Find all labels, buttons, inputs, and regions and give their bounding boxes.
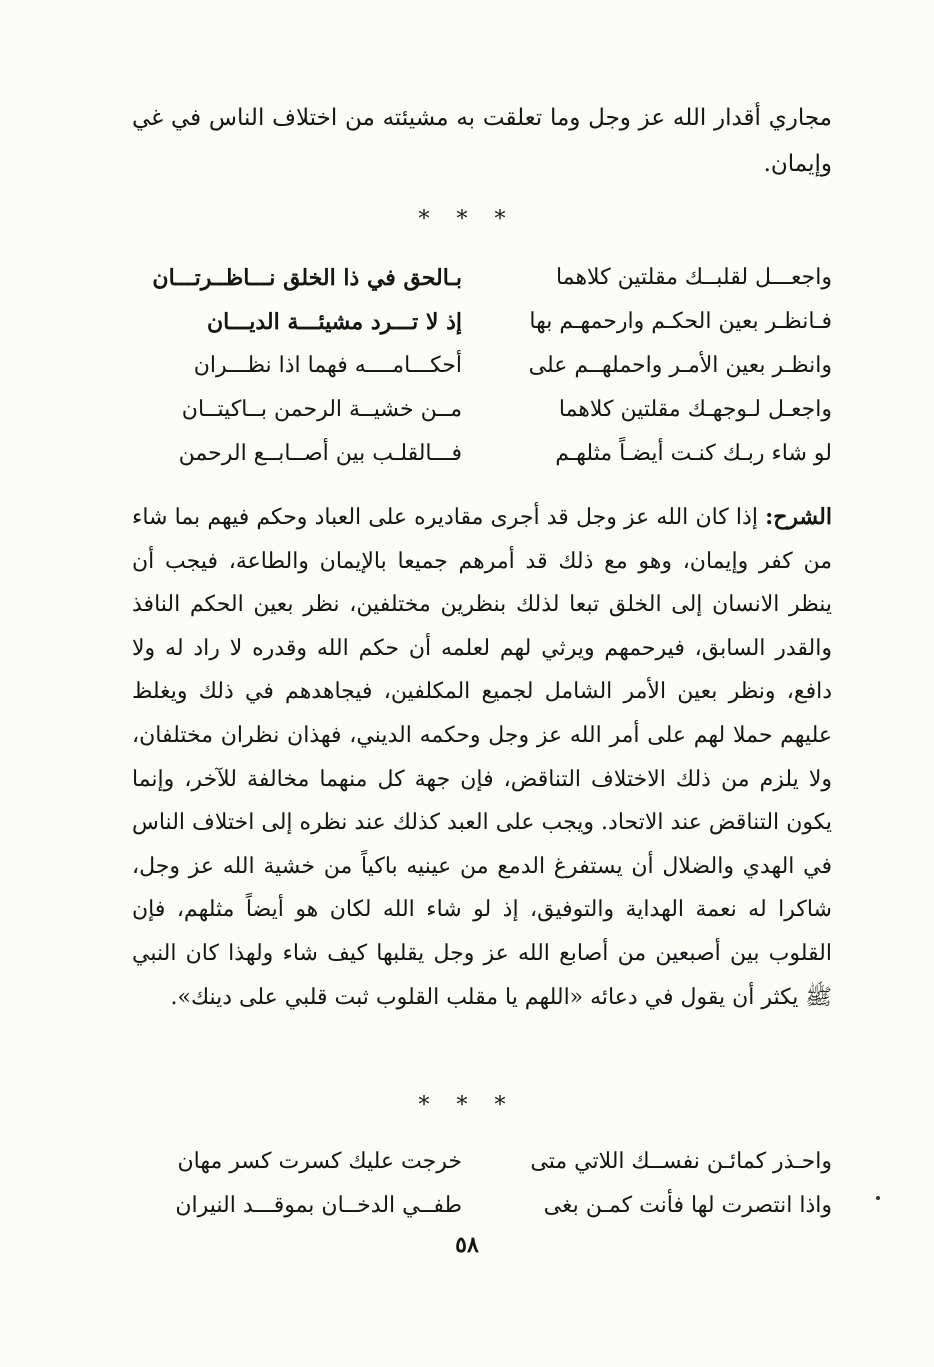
verse-first-hemistich: وانظـر بعين الأمـر واحملهــم على bbox=[528, 353, 832, 378]
poem-block-1 bbox=[132, 256, 832, 476]
verse-second-hemistich: خرجت عليك كسرت كسر مهان bbox=[177, 1149, 462, 1174]
verse-first-hemistich: واجعـل لـوجهـك مقلتين كلاهما bbox=[558, 397, 832, 422]
verse-second-hemistich: إذ لا تـــرد مشيئـــة الديـــان bbox=[207, 309, 462, 335]
section-separator: * * * bbox=[418, 1093, 516, 1118]
poem-verse bbox=[132, 1140, 832, 1184]
commentary-label: الشرح: bbox=[765, 504, 832, 530]
verse-second-hemistich: طفــي الدخــان بموقـــد النيران bbox=[175, 1193, 462, 1218]
verse-second-hemistich: فـــالقلـب بين أصــابــع الرحمن bbox=[178, 441, 462, 466]
verse-second-hemistich: بـالحق في ذا الخلق نـــاظــرتـــان bbox=[152, 265, 462, 291]
verse-first-hemistich: واذا انتصرت لها فأنت كمـن بغى bbox=[543, 1193, 832, 1218]
commentary-paragraph bbox=[132, 496, 832, 1019]
poem-verse bbox=[132, 388, 832, 432]
verse-first-hemistich: واجعـــل لقلبــك مقلتين كلاهما bbox=[556, 265, 832, 290]
margin-mark bbox=[876, 1196, 880, 1200]
poem-verse bbox=[132, 256, 832, 300]
verse-second-hemistich: أحكـــامــــه فهما اذا نظـــران bbox=[193, 353, 462, 378]
verse-second-hemistich: مــن خشيــة الرحمن بــاكيتــان bbox=[181, 397, 462, 422]
section-separator: * * * bbox=[418, 207, 516, 232]
page-number: ٥٨ bbox=[455, 1232, 479, 1258]
verse-first-hemistich: فـانظـر بعين الحكـم وارحمهـم بها bbox=[529, 309, 832, 334]
poem-verse bbox=[132, 432, 832, 476]
poem-verse bbox=[132, 1184, 832, 1228]
poem-verse bbox=[132, 300, 832, 344]
verse-first-hemistich: واحـذر كمائـن نفســك اللاتي متى bbox=[530, 1149, 832, 1174]
poem-block-2 bbox=[132, 1140, 832, 1228]
poem-verse bbox=[132, 344, 832, 388]
commentary-text: إذا كان الله عز وجل قد أجرى مقاديره على العباد وحكم فيهم بما شاء من كفر وإيمان، وهو مع ذلك قد أمرهم جميعا بالإيمان والطاعة، فيجب أن ينظر الانسان إلى الخلق تبعا لذلك بنظرين مختلفين، نظر بعين الحكم النافذ والقدر السابق، فيرحمهم ويرثي لهم لعلمه أن حكم الله وقدره لا راد له ولا دافع، ونظر بعين الأمر الشامل لجميع المكلفين، فيجاهدهم في ذلك ويغلظ عليهم حملا لهم على أمر الله عز وجل وحكمه الديني، فهذان نظران مختلفان، ولا يلزم من ذلك الاختلاف التناقض، فإن جهة كل منهما مخالفة للآخر، وإنما يكون التناقض عند الاتحاد. ويجب على العبد كذلك عند نظره إلى اختلاف الناس في الهدي والضلال أن يستفرغ الدمع من عينيه باكياً من خشية الله عز وجل، شاكرا له نعمة الهداية والتوفيق، إذ لو شاء الله لكان هو أيضاً مثلهم، فإن القلوب بين أصبعين من أصابع الله عز وجل يقلبها كيف شاء ولهذا كان النبي ﷺ يكثر أن يقول في دعائه «اللهم يا مقلب القلوب ثبت قلبي على دينك». bbox=[132, 505, 832, 1010]
verse-first-hemistich: لو شاء ربـك كنـت أيضـاً مثلهـم bbox=[555, 441, 832, 466]
intro-paragraph: مجاري أقدار الله عز وجل وما تعلقت به مشيئته من اختلاف الناس في غي وإيمان. bbox=[132, 105, 832, 177]
